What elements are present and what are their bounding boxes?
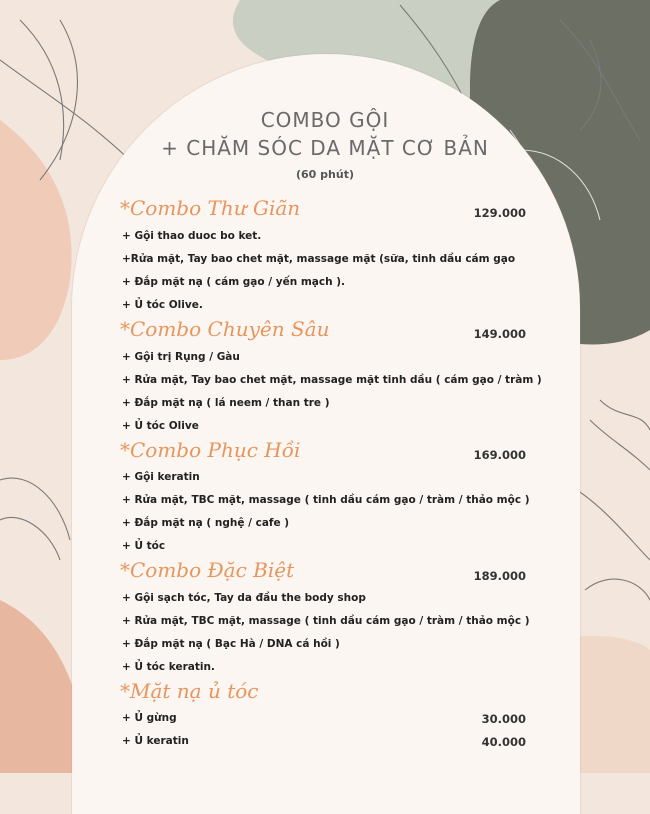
combo-item: + Ủ tóc Olive (122, 420, 199, 432)
combo-item: + Đắp mặt nạ ( Bạc Hà / DNA cá hồi ) (122, 638, 340, 650)
hair-mask-item: + Ủ keratin (122, 735, 189, 747)
combo-item: + Gội sạch tóc, Tay da đầu the body shop (122, 592, 366, 604)
combo-item: + Rửa mặt, TBC mặt, massage ( tinh dầu cám gạo / tràm / thảo mộc ) (122, 494, 530, 506)
combo-name: *Combo Đặc Biệt (120, 558, 295, 582)
combo-item: + Gội keratin (122, 471, 200, 483)
combo-item: + Ủ tóc keratin. (122, 661, 215, 673)
combo-item: + Rửa mặt, TBC mặt, massage ( tinh dầu cám gạo / tràm / thảo mộc ) (122, 615, 530, 627)
combo-price: 149.000 (473, 327, 526, 341)
combo-price: 189.000 (473, 569, 526, 583)
combo-item: +Rửa mặt, Tay bao chet mặt, massage mặt (sữa, tinh dầu cám gạo (122, 253, 516, 265)
combo-item: + Đắp mặt nạ ( nghệ / cafe ) (122, 517, 290, 529)
combo-item: + Rửa mặt, Tay bao chet mặt, massage mặt tinh dầu ( cám gạo / tràm ) (122, 374, 542, 386)
combo-name: *Combo Phục Hồi (120, 438, 301, 462)
combo-item: + Ủ tóc Olive. (122, 299, 203, 311)
combo-name: *Combo Chuyên Sâu (120, 317, 330, 341)
combo-item: + Đắp mặt nạ ( lá neem / than tre ) (122, 397, 330, 409)
hair-mask-price: 30.000 (481, 712, 526, 726)
menu-title-line-1: COMBO GỘI (260, 108, 390, 132)
combo-name: *Combo Thư Giãn (120, 196, 301, 220)
hair-mask-title: *Mặt nạ ủ tóc (120, 679, 259, 703)
combo-price: 169.000 (473, 448, 526, 462)
combo-price: 129.000 (473, 206, 526, 220)
menu-title-line-2: + CHĂM SÓC DA MẶT CƠ BẢN (161, 136, 489, 160)
hair-mask-item: + Ủ gừng (122, 712, 177, 724)
hair-mask-price: 40.000 (481, 735, 526, 749)
combo-item: + Ủ tóc (122, 540, 166, 552)
combo-item: + Gội thao duoc bo ket. (122, 230, 262, 242)
duration-label: (60 phút) (296, 168, 354, 181)
combo-item: + Gội trị Rụng / Gàu (122, 351, 240, 363)
combo-item: + Đắp mặt nạ ( cám gạo / yến mạch ). (122, 276, 346, 288)
